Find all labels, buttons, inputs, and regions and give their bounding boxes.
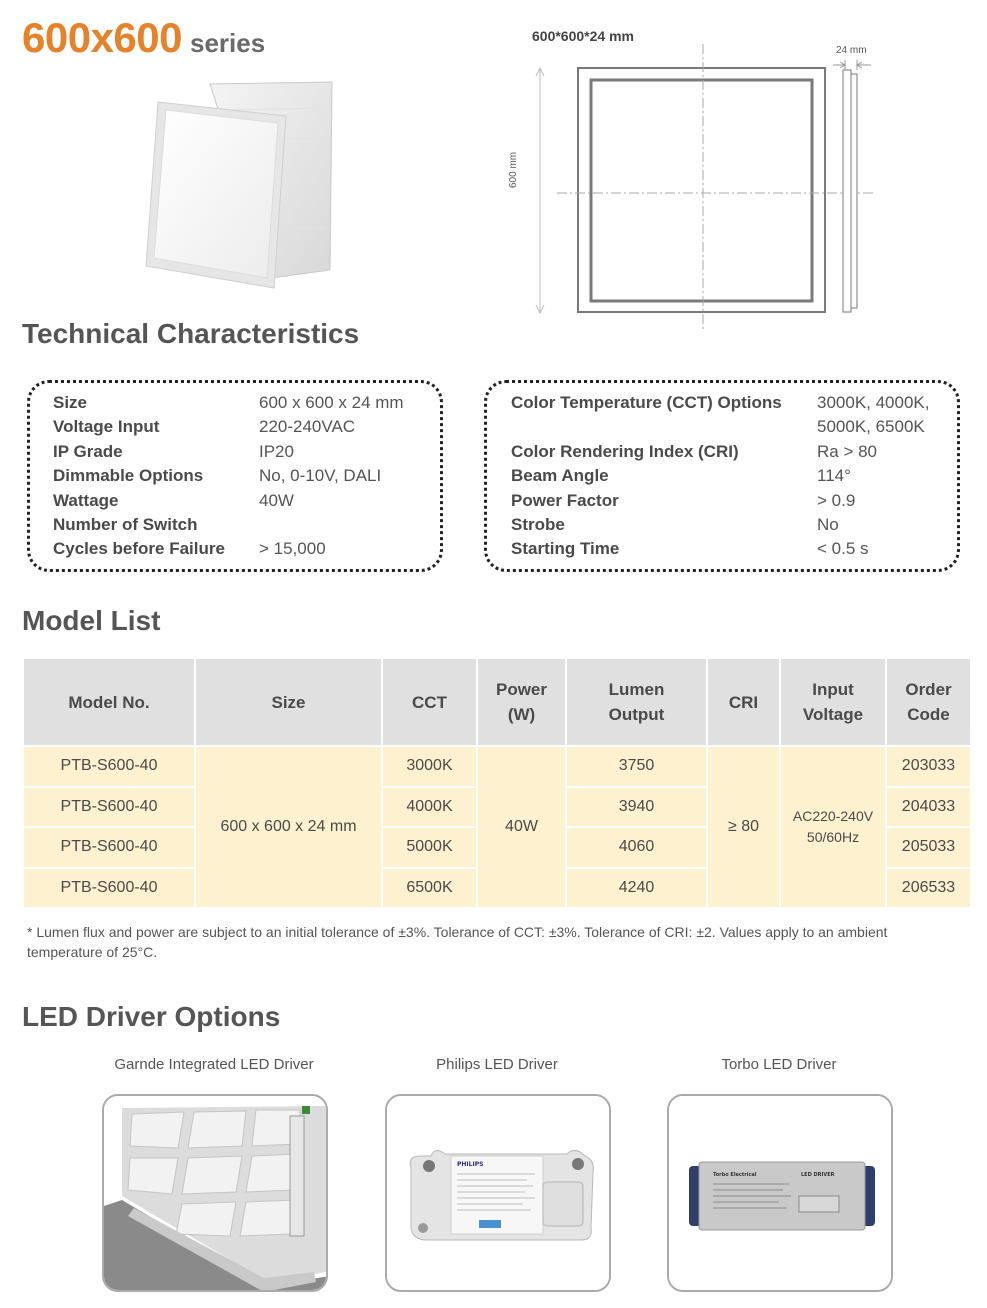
title-size: 600x600 [22,14,183,61]
spec-value: No, 0-10V, DALI [259,466,382,485]
spec-value: > 15,000 [259,539,326,558]
cell-text: 50/60Hz [806,829,860,845]
model-list-heading: Model List [22,605,161,636]
cell-model: PTB-S600-40 [24,788,194,827]
table-row [24,747,970,786]
header-text: CCT [412,692,447,712]
header-power [478,659,565,745]
philips-driver-card [385,1094,611,1292]
spec-row [511,538,619,560]
spec-value: 5000K, 6500K [817,417,925,436]
spec-row [511,465,609,487]
spec-row [53,441,123,463]
driver-caption: Philips LED Driver [436,1056,558,1073]
spec-label: Cycles before Failure [53,539,225,558]
spec-value: IP20 [259,442,294,461]
spec-row [53,490,119,512]
spec-label: Beam Angle [511,466,609,485]
integrated-driver-card [102,1094,328,1292]
torbo-driver-card [667,1094,893,1292]
spec-row [53,538,225,560]
header-text: Model No. [68,692,150,712]
header-text: Lumen [608,680,665,699]
integrated-driver-image [104,1096,328,1292]
spec-label: Size [53,393,88,412]
spec-label: Starting Time [511,539,620,558]
spec-label: Color Temperature (CCT) Options [511,393,782,412]
header-size [196,659,381,745]
header-text: (W) [507,705,536,724]
cell-lumen: 3940 [567,788,706,827]
driver-options-heading: LED Driver Options [22,1001,281,1032]
cell-order-code: 203033 [887,747,970,786]
spec-value: 600 x 600 x 24 mm [259,393,404,412]
page-title [22,14,265,62]
cell-cct: 4000K [383,788,476,827]
spec-label: Color Rendering Index (CRI) [511,442,739,461]
header-order-code [887,659,970,745]
spec-row [53,392,87,414]
header-text: Order [905,680,952,699]
torbo-driver-image [669,1096,893,1292]
spec-value: < 0.5 s [817,539,869,558]
title-suffix: series [190,28,266,58]
cell-order-code: 206533 [887,869,970,908]
spec-label: Dimmable Options [53,466,204,485]
header-text: Code [907,705,950,724]
driver-caption: Garnde Integrated LED Driver [114,1056,314,1073]
header-lumen [567,659,706,745]
tolerance-footnote: * Lumen flux and power are subject to an initial tolerance of ±3%. Tolerance of CCT: ±3%. Tolerance of CRI: ±2. Values apply to an ambient temperature of 25°C. [27,924,888,960]
spec-label: Voltage Input [53,417,160,436]
cell-lumen: 3750 [567,747,706,786]
header-text: Power [495,680,548,699]
header-text: Input [812,680,854,699]
table-header-row [24,659,970,745]
header-text: Size [271,692,306,712]
cell-order-code: 205033 [887,828,970,867]
torbo-brand-text: Torbo Electrical [713,1172,757,1178]
header-input-voltage [781,659,885,745]
cell-input-voltage [781,747,885,907]
header-text: CRI [728,692,759,712]
depth-label: 24 mm [836,45,867,56]
dimensions-label: 600*600*24 mm [532,28,634,44]
panel-product-image [140,80,340,295]
spec-row [511,392,782,414]
spec-value: No [817,515,839,534]
spec-label: IP Grade [53,442,123,461]
header-cct [383,659,476,745]
technical-heading: Technical Characteristics [22,318,360,349]
cell-model: PTB-S600-40 [24,869,194,908]
header-cri [708,659,779,745]
spec-value: 114° [817,466,851,485]
spec-row [53,514,198,536]
philips-driver-image [387,1096,611,1292]
cell-lumen: 4060 [567,828,706,867]
cell-cct: 5000K [383,828,476,867]
spec-row [53,465,203,487]
spec-row [511,441,739,463]
cell-power: 40W [478,747,565,907]
cell-model: PTB-S600-40 [24,828,194,867]
cell-lumen: 4240 [567,869,706,908]
philips-brand-text: PHILIPS [457,1161,484,1168]
cell-cri: ≥ 80 [708,747,779,907]
header-text: Voltage [802,705,864,724]
spec-value: 40W [259,491,294,510]
spec-value: Ra > 80 [817,442,878,461]
spec-row [511,514,565,536]
header-model-no [24,659,194,745]
spec-label: Wattage [53,491,119,510]
cell-cct: 3000K [383,747,476,786]
cell-cct: 6500K [383,869,476,908]
torbo-label-text: LED DRIVER [801,1172,835,1178]
height-label: 600 mm [508,151,519,188]
cell-order-code: 204033 [887,788,970,827]
cell-model: PTB-S600-40 [24,747,194,786]
spec-value: 3000K, 4000K, [817,393,930,412]
dimension-drawing [515,40,885,335]
spec-row [53,416,159,438]
spec-label: Strobe [511,515,565,534]
spec-value: > 0.9 [817,491,856,510]
cell-text: AC220-240V [792,808,874,824]
header-text: Output [608,705,665,724]
driver-caption: Torbo LED Driver [721,1056,837,1073]
spec-label: Number of Switch [53,515,198,534]
spec-row [511,490,619,512]
spec-label: Power Factor [511,491,619,510]
cell-size: 600 x 600 x 24 mm [196,747,381,907]
spec-value: 220-240VAC [259,417,356,436]
model-table [22,657,972,909]
